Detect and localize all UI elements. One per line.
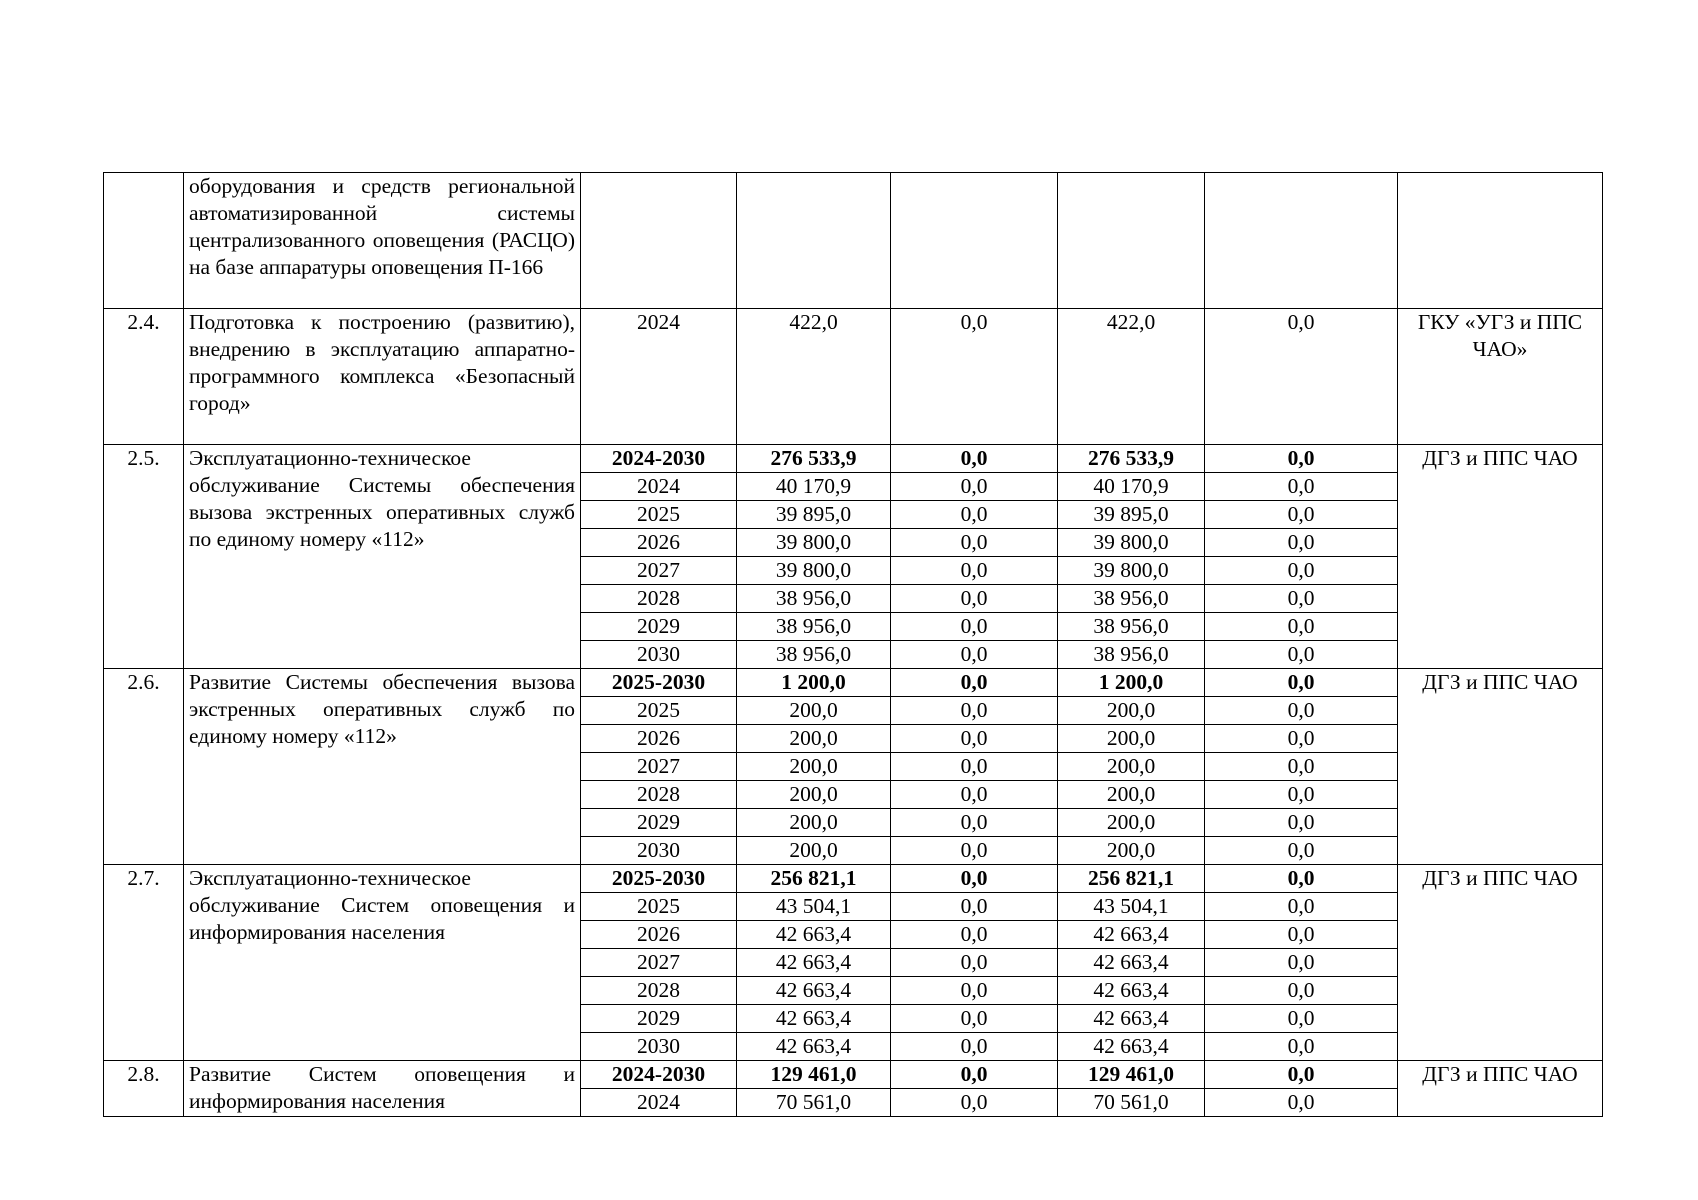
empty-cell: [1205, 173, 1398, 309]
funding-cell-1: 0,0: [891, 893, 1058, 921]
empty-cell: [737, 173, 891, 309]
funding-cell-2: 43 504,1: [1058, 893, 1205, 921]
funding-cell-2: 200,0: [1058, 781, 1205, 809]
executor-cell: ДГЗ и ППС ЧАО: [1398, 669, 1603, 865]
period-cell: 2026: [581, 921, 737, 949]
funding-cell-1: 0,0: [891, 809, 1058, 837]
item-number: [104, 173, 184, 309]
period-cell: 2029: [581, 809, 737, 837]
item-number: 2.6.: [104, 669, 184, 865]
period-cell: 2028: [581, 977, 737, 1005]
table-row: [104, 669, 1603, 697]
period-cell: 2024: [581, 309, 737, 445]
period-cell: 2025: [581, 501, 737, 529]
funding-cell-3: 0,0: [1205, 949, 1398, 977]
item-description: Развитие Систем оповещения и информирования населения: [184, 1061, 581, 1117]
executor-cell: ДГЗ и ППС ЧАО: [1398, 865, 1603, 1061]
table-row: [104, 309, 1603, 445]
period-cell: 2027: [581, 949, 737, 977]
funding-cell-2: 200,0: [1058, 725, 1205, 753]
funding-cell-2: 200,0: [1058, 809, 1205, 837]
total-cell: 422,0: [737, 309, 891, 445]
total-cell: 42 663,4: [737, 1033, 891, 1061]
total-cell: 200,0: [737, 697, 891, 725]
funding-cell-2: 200,0: [1058, 753, 1205, 781]
executor-cell: ДГЗ и ППС ЧАО: [1398, 1061, 1603, 1117]
funding-cell-2: 38 956,0: [1058, 641, 1205, 669]
funding-cell-1: 0,0: [891, 473, 1058, 501]
funding-cell-1: 0,0: [891, 837, 1058, 865]
funding-cell-3: 0,0: [1205, 309, 1398, 445]
period-cell: 2024-2030: [581, 445, 737, 473]
funding-cell-3: 0,0: [1205, 1005, 1398, 1033]
funding-cell-1: 0,0: [891, 949, 1058, 977]
funding-cell-2: 39 895,0: [1058, 501, 1205, 529]
period-cell: 2026: [581, 725, 737, 753]
funding-cell-1: 0,0: [891, 641, 1058, 669]
item-description: Подготовка к построению (развитию), внедрению в эксплуатацию аппаратно-программного комплекса «Безопасный город»: [184, 309, 581, 445]
funding-cell-3: 0,0: [1205, 977, 1398, 1005]
funding-cell-1: 0,0: [891, 501, 1058, 529]
funding-cell-3: 0,0: [1205, 893, 1398, 921]
total-cell: 42 663,4: [737, 949, 891, 977]
funding-cell-3: 0,0: [1205, 837, 1398, 865]
period-cell: 2025-2030: [581, 865, 737, 893]
funding-cell-2: 200,0: [1058, 837, 1205, 865]
funding-cell-2: 39 800,0: [1058, 557, 1205, 585]
period-cell: 2024: [581, 473, 737, 501]
funding-cell-2: 42 663,4: [1058, 921, 1205, 949]
funding-cell-2: 39 800,0: [1058, 529, 1205, 557]
period-cell: 2027: [581, 557, 737, 585]
executor-cell: ГКУ «УГЗ и ППС ЧАО»: [1398, 309, 1603, 445]
funding-cell-3: 0,0: [1205, 529, 1398, 557]
empty-cell: [891, 173, 1058, 309]
funding-cell-2: 256 821,1: [1058, 865, 1205, 893]
funding-cell-2: 1 200,0: [1058, 669, 1205, 697]
funding-cell-2: 42 663,4: [1058, 1033, 1205, 1061]
funding-cell-3: 0,0: [1205, 1089, 1398, 1117]
funding-cell-2: 42 663,4: [1058, 977, 1205, 1005]
total-cell: 256 821,1: [737, 865, 891, 893]
period-cell: 2030: [581, 1033, 737, 1061]
funding-cell-3: 0,0: [1205, 921, 1398, 949]
period-cell: 2024-2030: [581, 1061, 737, 1089]
funding-cell-3: 0,0: [1205, 557, 1398, 585]
funding-cell-1: 0,0: [891, 921, 1058, 949]
table-body: [104, 173, 1603, 1117]
empty-cell: [581, 173, 737, 309]
funding-cell-1: 0,0: [891, 1005, 1058, 1033]
funding-cell-1: 0,0: [891, 445, 1058, 473]
total-cell: 42 663,4: [737, 921, 891, 949]
period-cell: 2028: [581, 585, 737, 613]
item-number: 2.4.: [104, 309, 184, 445]
total-cell: 38 956,0: [737, 613, 891, 641]
total-cell: 38 956,0: [737, 585, 891, 613]
period-cell: 2025: [581, 893, 737, 921]
funding-cell-3: 0,0: [1205, 1033, 1398, 1061]
funding-cell-3: 0,0: [1205, 697, 1398, 725]
funding-cell-3: 0,0: [1205, 1061, 1398, 1089]
period-cell: 2024: [581, 1089, 737, 1117]
funding-cell-2: 40 170,9: [1058, 473, 1205, 501]
funding-cell-1: 0,0: [891, 309, 1058, 445]
funding-cell-1: 0,0: [891, 865, 1058, 893]
funding-cell-1: 0,0: [891, 585, 1058, 613]
item-description: Эксплуатационно-техническое обслуживание Систем оповещения и информирования населения: [184, 865, 581, 1061]
funding-cell-3: 0,0: [1205, 445, 1398, 473]
funding-cell-1: 0,0: [891, 697, 1058, 725]
funding-cell-2: 42 663,4: [1058, 949, 1205, 977]
funding-cell-2: 129 461,0: [1058, 1061, 1205, 1089]
funding-cell-1: 0,0: [891, 977, 1058, 1005]
table-row: [104, 1061, 1603, 1089]
total-cell: 200,0: [737, 725, 891, 753]
total-cell: 42 663,4: [737, 1005, 891, 1033]
funding-cell-3: 0,0: [1205, 585, 1398, 613]
total-cell: 1 200,0: [737, 669, 891, 697]
total-cell: 70 561,0: [737, 1089, 891, 1117]
period-cell: 2030: [581, 837, 737, 865]
funding-cell-1: 0,0: [891, 1061, 1058, 1089]
item-description: Развитие Системы обеспечения вызова экстренных оперативных служб по единому номеру «112»: [184, 669, 581, 865]
funding-table: [103, 172, 1603, 1117]
funding-cell-3: 0,0: [1205, 725, 1398, 753]
total-cell: 38 956,0: [737, 641, 891, 669]
total-cell: 39 800,0: [737, 529, 891, 557]
item-number: 2.5.: [104, 445, 184, 669]
period-cell: 2029: [581, 613, 737, 641]
funding-cell-1: 0,0: [891, 1089, 1058, 1117]
funding-cell-1: 0,0: [891, 725, 1058, 753]
total-cell: 43 504,1: [737, 893, 891, 921]
total-cell: 42 663,4: [737, 977, 891, 1005]
funding-cell-3: 0,0: [1205, 669, 1398, 697]
funding-cell-3: 0,0: [1205, 865, 1398, 893]
period-cell: 2025: [581, 697, 737, 725]
table-row: [104, 173, 1603, 309]
total-cell: 276 533,9: [737, 445, 891, 473]
period-cell: 2030: [581, 641, 737, 669]
funding-cell-3: 0,0: [1205, 473, 1398, 501]
funding-cell-3: 0,0: [1205, 753, 1398, 781]
funding-cell-1: 0,0: [891, 753, 1058, 781]
funding-cell-1: 0,0: [891, 613, 1058, 641]
item-number: 2.7.: [104, 865, 184, 1061]
funding-cell-3: 0,0: [1205, 501, 1398, 529]
executor-cell: ДГЗ и ППС ЧАО: [1398, 445, 1603, 669]
empty-cell: [1058, 173, 1205, 309]
total-cell: 200,0: [737, 753, 891, 781]
funding-cell-3: 0,0: [1205, 781, 1398, 809]
total-cell: 129 461,0: [737, 1061, 891, 1089]
funding-cell-1: 0,0: [891, 1033, 1058, 1061]
funding-cell-2: 38 956,0: [1058, 613, 1205, 641]
table-row: [104, 445, 1603, 473]
funding-cell-1: 0,0: [891, 557, 1058, 585]
item-number: 2.8.: [104, 1061, 184, 1117]
table-row: [104, 865, 1603, 893]
funding-cell-2: 276 533,9: [1058, 445, 1205, 473]
total-cell: 200,0: [737, 809, 891, 837]
period-cell: 2025-2030: [581, 669, 737, 697]
funding-cell-2: 42 663,4: [1058, 1005, 1205, 1033]
total-cell: 200,0: [737, 837, 891, 865]
total-cell: 39 800,0: [737, 557, 891, 585]
total-cell: 39 895,0: [737, 501, 891, 529]
item-description: Эксплуатационно-техническое обслуживание Системы обеспечения вызова экстренных оперативных служб по единому номеру «112»: [184, 445, 581, 669]
period-cell: 2029: [581, 1005, 737, 1033]
funding-cell-3: 0,0: [1205, 641, 1398, 669]
total-cell: 40 170,9: [737, 473, 891, 501]
funding-cell-3: 0,0: [1205, 809, 1398, 837]
executor-cell: [1398, 173, 1603, 309]
total-cell: 200,0: [737, 781, 891, 809]
period-cell: 2027: [581, 753, 737, 781]
funding-cell-1: 0,0: [891, 781, 1058, 809]
funding-cell-1: 0,0: [891, 529, 1058, 557]
funding-cell-2: 38 956,0: [1058, 585, 1205, 613]
funding-cell-1: 0,0: [891, 669, 1058, 697]
item-description: оборудования и средств региональной автоматизированной системы централизованного оповещения (РАСЦО) на базе аппаратуры оповещения П-166: [184, 173, 581, 309]
period-cell: 2028: [581, 781, 737, 809]
funding-cell-3: 0,0: [1205, 613, 1398, 641]
funding-cell-2: 422,0: [1058, 309, 1205, 445]
funding-cell-2: 200,0: [1058, 697, 1205, 725]
period-cell: 2026: [581, 529, 737, 557]
funding-cell-2: 70 561,0: [1058, 1089, 1205, 1117]
